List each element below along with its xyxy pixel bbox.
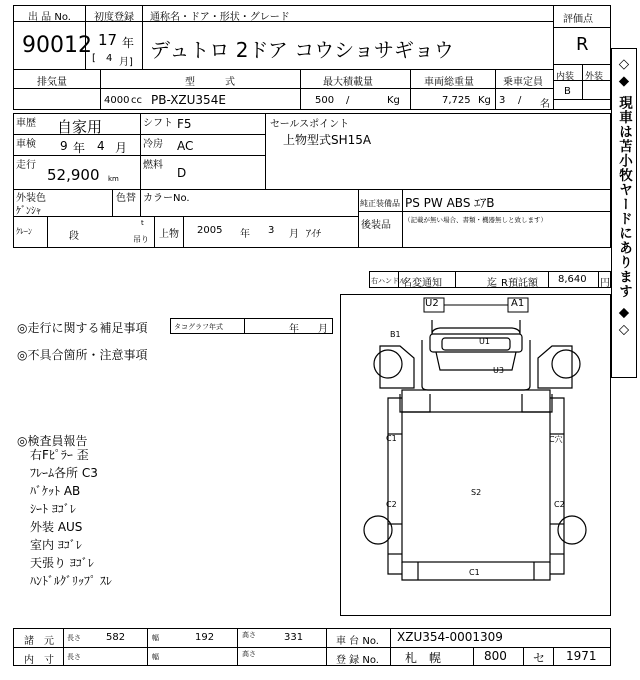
diagram-code-u3: U3 xyxy=(493,366,504,375)
cab-roof xyxy=(432,320,520,334)
exterior-label: 外装 xyxy=(585,72,604,82)
color-code-label: 色替 xyxy=(116,193,136,204)
displacement-unit: cc xyxy=(131,95,142,106)
driving-notes-label: ◎走行に関する補足事項 xyxy=(17,321,148,335)
history: 自家用 xyxy=(57,118,103,136)
chassis-no: XZU354-0001309 xyxy=(397,630,503,644)
inspection-year-unit: 年 xyxy=(73,141,86,155)
front-left-wheel xyxy=(374,350,402,378)
front-left-fender xyxy=(380,346,414,388)
tax-label: 迄 xyxy=(487,278,497,289)
inspector-label: ◎検査員報告 xyxy=(17,434,88,448)
inspector-line: ﾊﾞｹｯﾄ AB xyxy=(30,484,81,498)
crane-label: ｸﾚｰﾝ xyxy=(16,227,32,236)
height: 331 xyxy=(284,632,304,643)
capacity-unit: 名 xyxy=(540,99,550,110)
gross-weight-label: 車両総重量 xyxy=(424,77,474,88)
inner-label: 内 寸 xyxy=(24,655,54,666)
mileage: 52,900 xyxy=(47,166,100,184)
diagram-code-s2: S2 xyxy=(471,488,482,497)
cab-roof-inner xyxy=(442,338,510,350)
inspector-lines xyxy=(30,446,112,590)
recycle-label: R預託額 xyxy=(501,278,538,289)
model-code: PB-XZU354E xyxy=(151,93,226,107)
diagram-code-c-ana: C穴 xyxy=(549,435,563,444)
aftermarket-note: （記載が無い場合、書類・機器無しと致します） xyxy=(404,216,547,224)
front-right-wheel xyxy=(552,350,580,378)
inspector-line: 右Fﾋﾟﾗｰ 歪 xyxy=(30,448,89,462)
upper-year-unit: 年 xyxy=(240,229,250,240)
inner-length-label: 長さ xyxy=(67,653,81,661)
inspection-month: 4 xyxy=(97,139,105,153)
reg-month-unit: 月] xyxy=(119,57,133,68)
recycle-amount: 8,640 xyxy=(558,274,587,285)
reg-month: 4 xyxy=(106,53,113,64)
name-change-label: 名変通知 xyxy=(402,278,442,289)
inspector-line: 天張り ﾖｺﾞﾚ xyxy=(30,556,94,570)
capacity-sep: / xyxy=(518,95,522,106)
grade-label: 評価点 xyxy=(563,14,593,25)
length: 582 xyxy=(106,632,126,643)
bed-right-wall xyxy=(550,398,564,574)
crane-hoist-label: 吊り xyxy=(133,235,149,244)
diagram-code-u1: U1 xyxy=(479,337,490,346)
diagram-code-c1-left: C1 xyxy=(386,434,397,443)
inner-height-label: 高さ xyxy=(242,650,256,658)
mileage-label: 走行 xyxy=(16,160,36,171)
inspector-line: ﾌﾚｰﾑ各所 C3 xyxy=(30,466,98,480)
sales-point-label: セールスポイント xyxy=(270,119,350,130)
tacho-year-unit: 年 xyxy=(289,324,299,335)
max-load: 500 xyxy=(315,95,335,106)
reg-class: 800 xyxy=(484,649,507,663)
inspection-label: 車検 xyxy=(16,139,36,150)
max-load-label: 最大積載量 xyxy=(323,77,373,88)
length-label: 長さ xyxy=(67,634,81,642)
aftermarket-label: 後装品 xyxy=(361,220,391,231)
width-label: 幅 xyxy=(152,634,159,642)
diagram-code-c1-bottom: C1 xyxy=(469,568,480,577)
inspection-year: 9 xyxy=(60,139,68,153)
inspection-month-unit: 月 xyxy=(115,141,128,155)
upper-label: 上物 xyxy=(159,229,179,240)
max-load-sep: / xyxy=(346,95,350,106)
reg-area: 札 幌 xyxy=(405,651,442,665)
cab-body xyxy=(422,340,530,390)
displacement: 4000 xyxy=(104,95,130,106)
front-right-fender xyxy=(538,346,572,388)
fuel-label: 燃料 xyxy=(143,160,163,171)
cab-windshield xyxy=(436,352,516,370)
fuel: D xyxy=(177,166,187,180)
ext-color: ｹﾞﾝｼｬ xyxy=(16,206,41,217)
inner-width-label: 幅 xyxy=(152,653,159,661)
history-label: 車歴 xyxy=(16,118,36,129)
inspector-line: ﾊﾝﾄﾞﾙｸﾞﾘｯﾌﾟ ｽﾚ xyxy=(30,574,112,588)
tacho-month-unit: 月 xyxy=(318,324,328,335)
defects-label: ◎不具合箇所・注意事項 xyxy=(17,348,148,362)
diagram-code-c2-right: C2 xyxy=(554,500,565,509)
model-name: デュトロ 2ドア コウショサギョウ xyxy=(150,38,454,62)
height-label: 高さ xyxy=(242,631,256,639)
diagram-code-u2: U2 xyxy=(425,298,439,309)
upper-month-unit: 月 xyxy=(289,229,299,240)
cab-side-left xyxy=(400,394,430,412)
diagram-code-a1: A1 xyxy=(511,298,525,309)
cab-side-right xyxy=(522,394,552,412)
cargo-bed xyxy=(402,390,550,562)
side-banner-text: ◇◆ 現車は苫小牧ヤードにあります ◆◇ xyxy=(616,56,632,339)
right-handle: 右ハンドル xyxy=(371,277,406,285)
displacement-label: 排気量 xyxy=(37,77,67,88)
upper-year: 2005 xyxy=(197,225,223,236)
color-no-label: カラーNo. xyxy=(143,193,190,204)
diagram-code-c2-left: C2 xyxy=(386,500,397,509)
reg-number: 1971 xyxy=(566,649,597,663)
max-load-unit: Kg xyxy=(387,95,400,106)
lot-no-label: 出 品 No. xyxy=(28,12,71,23)
lot-no: 90012 xyxy=(22,33,92,58)
capacity: 3 xyxy=(499,95,506,106)
inspector-line: 外装 AUS xyxy=(30,520,83,534)
model-label: 通称名・ドア・形状・グレード xyxy=(150,12,290,23)
sales-point: 上物型式SH15A xyxy=(283,133,372,147)
reg-year-unit: 年 xyxy=(122,36,135,50)
equipment-label: 純正装備品 xyxy=(360,199,400,208)
crane-steps-label: 段 xyxy=(69,231,79,242)
interior-grade: B xyxy=(564,86,571,97)
diagram-code-b1: B1 xyxy=(390,330,401,339)
bed-left-wall xyxy=(388,398,402,574)
ac: AC xyxy=(177,139,194,153)
reg-kana: セ xyxy=(533,651,546,665)
rear-right-wheel xyxy=(558,516,586,544)
ext-color-label: 外装色 xyxy=(16,193,46,204)
reg-label: 登 録 No. xyxy=(336,655,379,666)
grade-value: R xyxy=(576,34,589,55)
width: 192 xyxy=(195,632,215,643)
gross-weight-unit: Kg xyxy=(478,95,491,106)
mileage-unit: km xyxy=(108,175,119,183)
equipment: PS PW ABS ｴｱB xyxy=(405,196,495,210)
dims-label: 諸 元 xyxy=(24,636,54,647)
tacho-label: タコグラフ年式 xyxy=(174,323,223,331)
crane-t: t xyxy=(141,219,144,227)
recycle-unit: 円 xyxy=(600,278,610,289)
reg-month-open: [ xyxy=(92,53,96,64)
shift: F5 xyxy=(177,117,192,131)
gross-weight: 7,725 xyxy=(442,95,471,106)
first-reg-label: 初度登録 xyxy=(94,12,134,23)
ac-label: 冷房 xyxy=(143,139,163,150)
capacity-label: 乗車定員 xyxy=(503,77,543,88)
model-code-label: 型 式 xyxy=(185,77,235,88)
inspector-line: ｼｰﾄ ﾖｺﾞﾚ xyxy=(30,502,76,516)
shift-label: シフト xyxy=(143,118,173,129)
reg-year: 17 xyxy=(98,31,118,49)
interior-label: 内装 xyxy=(556,72,575,82)
chassis-label: 車 台 No. xyxy=(336,636,379,647)
upper-month: 3 xyxy=(268,225,275,236)
upper-maker: ｱｲﾁ xyxy=(306,229,321,240)
inspector-line: 室内 ﾖｺﾞﾚ xyxy=(30,538,82,552)
